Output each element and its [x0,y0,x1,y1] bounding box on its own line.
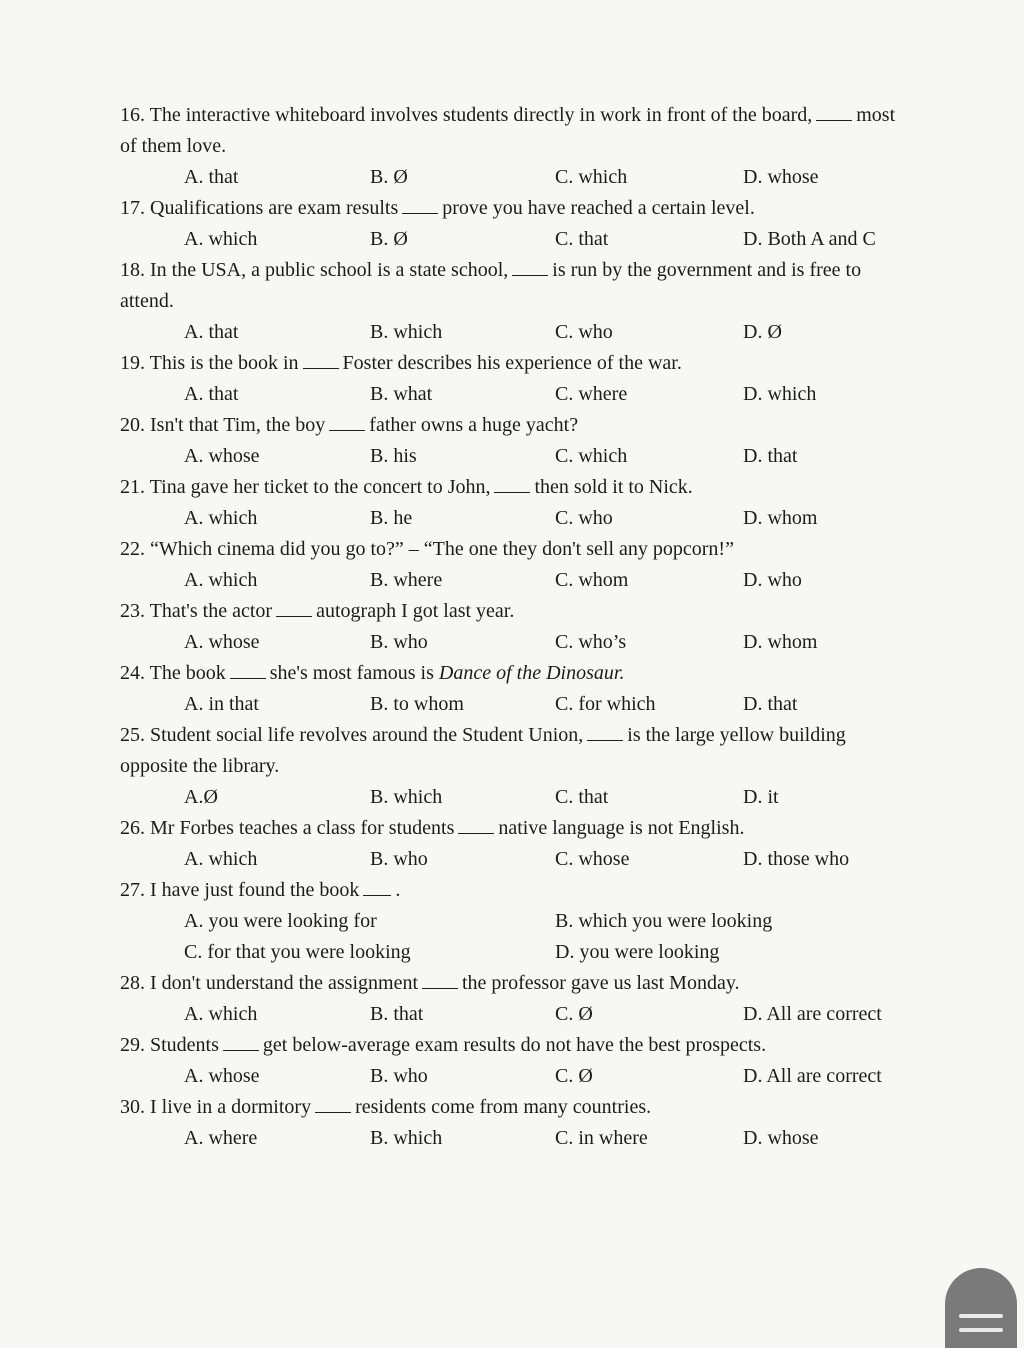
option-d: D. Ø [743,321,782,343]
option-a: A. in that [184,693,259,715]
option-b: B. Ø [370,166,408,188]
option-b: B. which [370,321,443,343]
option-c: C. that [555,786,609,808]
option-c: C. who [555,321,613,343]
question-20: 20. Isn't that Tim, the boy father owns a huge yacht? [120,414,579,436]
question-17: 17. Qualifications are exam results prove you have reached a certain level. [120,197,755,219]
question-16-continuation: of them love. [120,135,227,157]
question-23: 23. That's the actor autograph I got last year. [120,600,515,622]
menu-icon-line [959,1328,1003,1332]
option-b: B. his [370,445,417,467]
option-d: D. Both A and C [743,228,876,250]
option-a: A. that [184,321,239,343]
question-21: 21. Tina gave her ticket to the concert to John, then sold it to Nick. [120,476,693,498]
option-a: A. whose [184,631,260,653]
question-18: 18. In the USA, a public school is a state school, is run by the government and is free to [120,259,862,281]
option-b: B. who [370,631,428,653]
option-b: B. which [370,786,443,808]
option-c: C. where [555,383,628,405]
option-a: A.Ø [184,786,218,808]
option-c: C. in where [555,1127,648,1149]
question-30: 30. I live in a dormitory residents come from many countries. [120,1096,652,1118]
option-d: D. you were looking [555,941,720,963]
option-d: D. whose [743,166,819,188]
option-a: A. whose [184,445,260,467]
question-16: 16. The interactive whiteboard involves students directly in work in front of the board, most [120,104,896,126]
option-a: A. which [184,848,258,870]
question-25-continuation: opposite the library. [120,755,280,777]
menu-button[interactable] [945,1268,1017,1348]
option-b: B. that [370,1003,424,1025]
question-26: 26. Mr Forbes teaches a class for students native language is not English. [120,817,745,839]
question-22: 22. “Which cinema did you go to?” – “The one they don't sell any popcorn!” [120,538,734,560]
option-a: A. which [184,507,258,529]
option-b: B. to whom [370,693,464,715]
option-b: B. what [370,383,433,405]
option-b: B. which you were looking [555,910,773,932]
option-d: D. it [743,786,779,808]
option-d: D. whom [743,631,818,653]
option-d: D. All are correct [743,1065,882,1087]
option-b: B. which [370,1127,443,1149]
option-c: C. that [555,228,609,250]
option-b: B. who [370,848,428,870]
option-b: B. Ø [370,228,408,250]
question-25: 25. Student social life revolves around the Student Union, is the large yellow building [120,724,846,746]
option-c: C. which [555,166,628,188]
option-a: A. where [184,1127,258,1149]
option-b: B. who [370,1065,428,1087]
question-19: 19. This is the book in Foster describes his experience of the war. [120,352,682,374]
option-a: A. whose [184,1065,260,1087]
option-a: A. which [184,228,258,250]
option-d: D. that [743,693,798,715]
option-c: C. who’s [555,631,627,653]
option-a: A. which [184,1003,258,1025]
option-d: D. whom [743,507,818,529]
question-24: 24. The book she's most famous is Dance of the Dinosaur. [120,662,625,684]
option-c: C. for which [555,693,656,715]
option-c: C. Ø [555,1065,593,1087]
option-d: D. whose [743,1127,819,1149]
option-a: A. that [184,383,239,405]
option-c: C. Ø [555,1003,593,1025]
option-d: D. those who [743,848,850,870]
option-d: D. All are correct [743,1003,882,1025]
option-c: C. which [555,445,628,467]
option-c: C. whom [555,569,629,591]
question-18-continuation: attend. [120,290,174,312]
option-d: D. which [743,383,817,405]
option-c: C. who [555,507,613,529]
menu-icon [959,1314,1003,1318]
option-c: C. for that you were looking [184,941,411,963]
option-b: B. where [370,569,443,591]
option-b: B. he [370,507,413,529]
option-a: A. you were looking for [184,910,377,932]
option-d: D. that [743,445,798,467]
question-28: 28. I don't understand the assignment the professor gave us last Monday. [120,972,740,994]
question-29: 29. Students get below-average exam results do not have the best prospects. [120,1034,767,1056]
option-a: A. which [184,569,258,591]
option-c: C. whose [555,848,630,870]
question-27: 27. I have just found the book . [120,879,401,901]
option-a: A. that [184,166,239,188]
option-d: D. who [743,569,802,591]
